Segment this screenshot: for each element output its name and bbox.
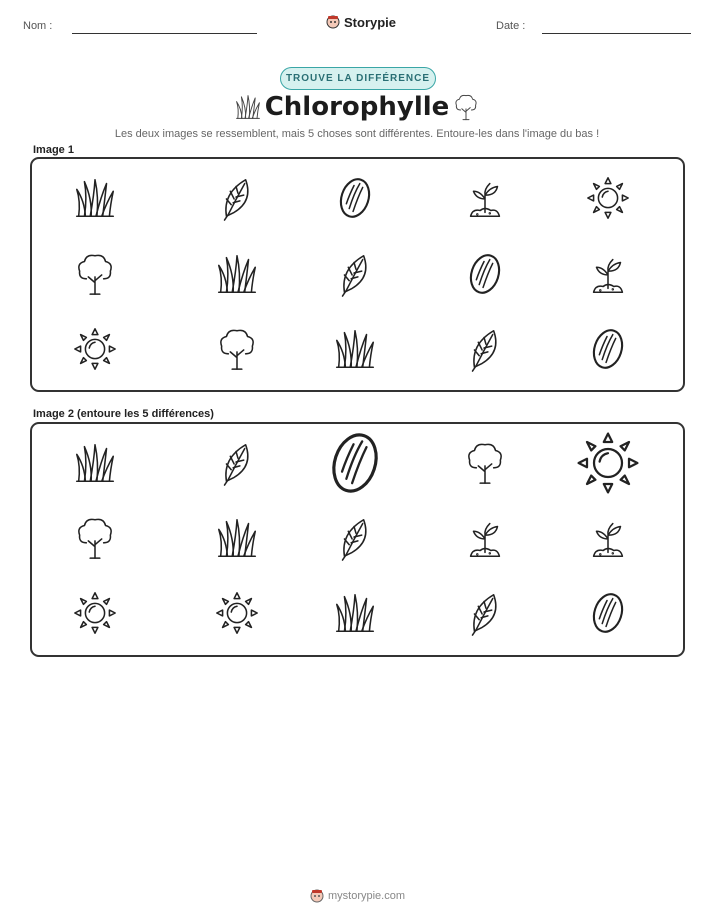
sun-icon[interactable]: [213, 589, 261, 637]
tree-icon[interactable]: [71, 514, 119, 562]
leaf-icon[interactable]: [331, 514, 379, 562]
page-title: Chlorophylle: [264, 92, 450, 122]
seed-icon[interactable]: [319, 427, 391, 499]
footer-site: mystorypie.com: [328, 890, 406, 902]
seed-icon[interactable]: [584, 589, 632, 637]
name-label: Nom :: [23, 20, 53, 32]
tree-icon[interactable]: [461, 439, 509, 487]
leaf-icon[interactable]: [461, 589, 509, 637]
grass-icon[interactable]: [71, 439, 119, 487]
image1-label: Image 1: [33, 144, 74, 156]
sun-icon[interactable]: [71, 589, 119, 637]
grass-icon[interactable]: [213, 514, 261, 562]
grass-icon[interactable]: [331, 589, 379, 637]
sun-icon[interactable]: [573, 428, 643, 498]
storypie-mascot-icon: [310, 888, 324, 904]
leaf-icon[interactable]: [213, 439, 261, 487]
brand-name: Storypie: [344, 14, 397, 30]
footer: [310, 888, 405, 904]
date-label: Date :: [496, 20, 526, 32]
sprout-icon[interactable]: [461, 514, 509, 562]
activity-badge: TROUVE LA DIFFÉRENCE: [280, 67, 436, 90]
sprout-icon[interactable]: [584, 514, 632, 562]
image2-label: Image 2 (entoure les 5 différences): [33, 408, 214, 420]
instructions: Les deux images se ressemblent, mais 5 choses sont différentes. Entoure-les dans l'image du bas !: [114, 128, 600, 140]
